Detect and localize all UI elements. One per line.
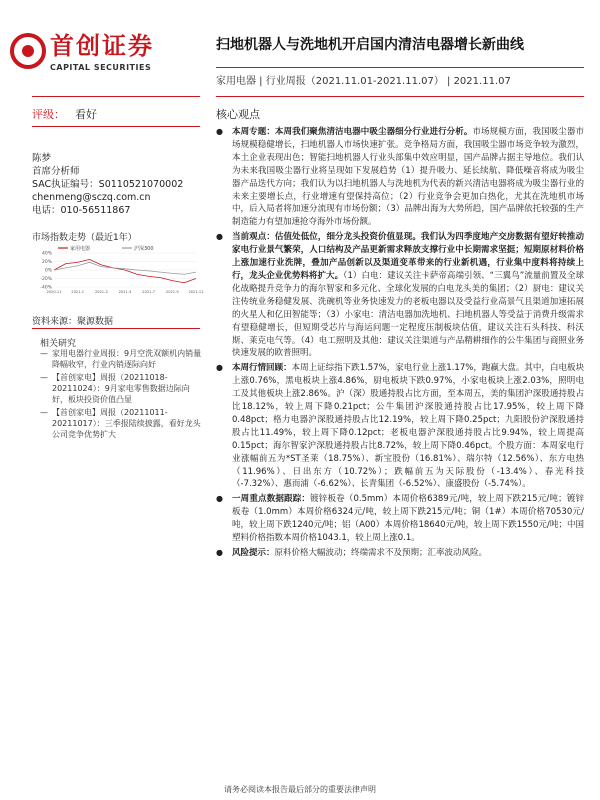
rating bbox=[32, 106, 97, 122]
y-tick-label: -40% bbox=[40, 285, 52, 291]
x-tick-label: 2020-11 bbox=[46, 290, 62, 294]
analyst-sac: SAC执证编号：S0110521070002 bbox=[32, 179, 184, 190]
report-subtitle: 家用电器 | 行业周报（2021.11.01-2021.11.07） | 2021.11.07 bbox=[216, 76, 511, 87]
series-line-hs300 bbox=[54, 262, 196, 274]
x-tick-label: 2021-5 bbox=[118, 290, 132, 294]
source-divider bbox=[32, 328, 200, 329]
y-tick-label: 0% bbox=[44, 268, 52, 274]
chart-title: 市场指数走势（最近1年） bbox=[32, 233, 137, 243]
x-tick-label: 2021-7 bbox=[142, 290, 156, 294]
x-tick-label: 2021-11 bbox=[188, 290, 204, 294]
report-title: 扫地机器人与洗地机开启国内清洁电器增长新曲线 bbox=[216, 37, 524, 53]
legend-hs300: 沪深300 bbox=[134, 246, 154, 252]
market-index-chart bbox=[32, 243, 204, 295]
related-item[interactable]: — 家用电器行业周报：9月空洗双额机内销量降幅收窄，行业内销逐际向好 bbox=[40, 348, 202, 370]
rating-value: 看好 bbox=[75, 108, 97, 121]
y-tick-label: 40% bbox=[41, 251, 52, 257]
chart-source: 资料来源：聚源数据 bbox=[32, 317, 114, 327]
bullet-weekly-topic: ● 本周专题：本周我们聚焦清洁电器中吸尘器细分行业进行分析。市场规模方面，我国吸尘器市场规模稳健增长，扫地机器人市场快速扩张。竞争格局方面，我国吸尘器市场竞争较为激烈，本土企业表现出色；智能扫地机器人行业头部集中效应明显，国产品牌占据主导地位。我们认为未来我国吸尘器行业将呈现如下发展趋势（1）提升吸力、延长续航、降低噪音将成为吸尘器产品迭代方向；我们认为以扫地机器人与洗地机为代表的新兴清洁电器将成为吸尘器行业的未来主要增长点，行业增速有望保持高位；（2）行业竞争会更加白热化，尤其在洗地机市场中，后入局者将加速分流现有市场份额；（3）品牌出海为大势所趋，国产品牌依托较强的生产制造能力有望加速抢夺海外市场份额。 bbox=[216, 126, 584, 229]
x-tick-label: 2021-9 bbox=[165, 290, 179, 294]
core-view-body bbox=[216, 126, 584, 562]
analyst-info bbox=[32, 152, 183, 217]
y-tick-label: 20% bbox=[41, 260, 52, 265]
legend-home-appliance: 家用电器 bbox=[70, 246, 91, 252]
left-top-divider bbox=[32, 96, 200, 97]
related-item[interactable]: — 【首创家电】周报（20211018-20211024）：9月家电零售数据边际向好，板块投资价值凸显 bbox=[40, 372, 202, 405]
bullet-current-view: ● 当前观点：估值处低位，细分龙头投资价值显现。我们认为四季度地产交房数据有望好转推动家电行业景气繁荣，人口结构及产品更新需求释放支撑行业中长期需求坚挺；短期原材料价格上涨加速行业洗牌，叠加产品创新以及渠道变革带来的行业新机遇，行业集中度料将持续上行，龙头企业优势料将扩大。（1）白电：建议关注卡萨帝高端引领、“三翼鸟”流量前置及全球化战略提升竞争力的海尔智家和多元化、全球化发展的白电龙头美的集团；（2）厨电：建议关注传统业务稳健发展、洗碗机等业务快速发力的老板电器以及受益行业高景气且渠道加速拓展的火星人和亿田智能等；（3）小家电：清洁电器加洗地机、扫地机器人等受益于消费升级需求有望稳健增长，但短期受芯片与海运问题一定程度压制板块估值，建议关注石头科技、科沃斯、莱克电气等。（4）电工照明及其他：建议关注渠道与产品精耕细作的公牛集团与商照业务快速发展的欧普照明。 bbox=[216, 231, 584, 360]
y-tick-label: -20% bbox=[40, 277, 52, 282]
analyst-phone: 电话：010-56511867 bbox=[32, 205, 131, 216]
related-research-list bbox=[40, 348, 202, 442]
bullet-risk: ● 风险提示：原料价格大幅波动；终端需求不及预期；汇率波动风险。 bbox=[216, 547, 584, 560]
bullet-data-tracking: ● 一周重点数据跟踪：镀锌板卷（0.5mm）本周价格6389元/吨，较上周下跌215元/吨；镀锌板卷（1.0mm）本周价格6324元/吨，较上周下跌215元/吨；铜（1#）本周价格70530元/吨，较上周下跌1240元/吨；铝（A00）本周价格18640元/吨，较上周下跌1550元/吨；中国塑料价格指数本周价格1043.1，较上周上涨0.1。 bbox=[216, 493, 584, 545]
rating-label: 评级： bbox=[32, 108, 65, 121]
core-view-title: 核心观点 bbox=[216, 108, 260, 121]
analyst-name: 陈梦 bbox=[32, 153, 52, 164]
analyst-email: chenmeng@sczq.com.cn bbox=[32, 192, 151, 203]
analyst-role: 首席分析师 bbox=[32, 166, 80, 177]
right-top-divider bbox=[216, 96, 584, 97]
bullet-market-review: ● 本周行情回顾：本周上证综指下跌1.57%，家电行业上涨1.17%，跑赢大盘。其中，白电板块上涨0.76%，黑电板块上涨4.86%，厨电板块下跌0.97%，小家电板块上涨2.03%，照明电工及其他板块上涨2.86%。沪（深）股通持股占比方面，至本周五，美的集团沪深股通持股占比18.12%，较上周下降0.21pct；公牛集团沪深股通持股占比17.95%，较上周下降0.48pct；格力电器沪深股通持股占比12.19%，较上周下降0.25pct；九阳股份沪深股通持股占比11.49%，较上周下降0.12pct；老板电器沪深股通持股占比9.94%，较上周提高0.15pct；海尔智家沪深股通持股占比8.72%，较上周下降0.46pct。个股方面：本周家电行业涨幅前五为*ST圣莱（18.75%）、新宝股份（16.81%）、瑞尔特（12.56%）、东方电热（11.96%）、日出东方（10.72%）；跌幅前五为天际股份（-13.4%）、春光科技（-7.32%）、惠而浦（-6.62%）、长青集团（-6.52%）、康盛股份（-5.74%）。 bbox=[216, 362, 584, 491]
title-divider bbox=[216, 67, 584, 68]
x-tick-label: 2021-1 bbox=[71, 290, 85, 294]
related-research-title: 相关研究 bbox=[40, 339, 77, 349]
logo-text: 首创证券 bbox=[50, 32, 154, 60]
series-line-home-appliance bbox=[54, 259, 196, 282]
related-item[interactable]: — 【首创家电】周报（20211011-20211017）：三季报陆续披露，看好龙头公司竞争优势扩大 bbox=[40, 407, 202, 440]
logo-mark-icon bbox=[10, 33, 46, 69]
rating-divider bbox=[32, 126, 200, 127]
x-tick-label: 2021-3 bbox=[94, 290, 108, 294]
logo-subtext: CAPITAL SECURITIES bbox=[50, 63, 152, 72]
legal-footer: 请务必阅读本报告最后部分的重要法律声明 bbox=[224, 785, 376, 794]
